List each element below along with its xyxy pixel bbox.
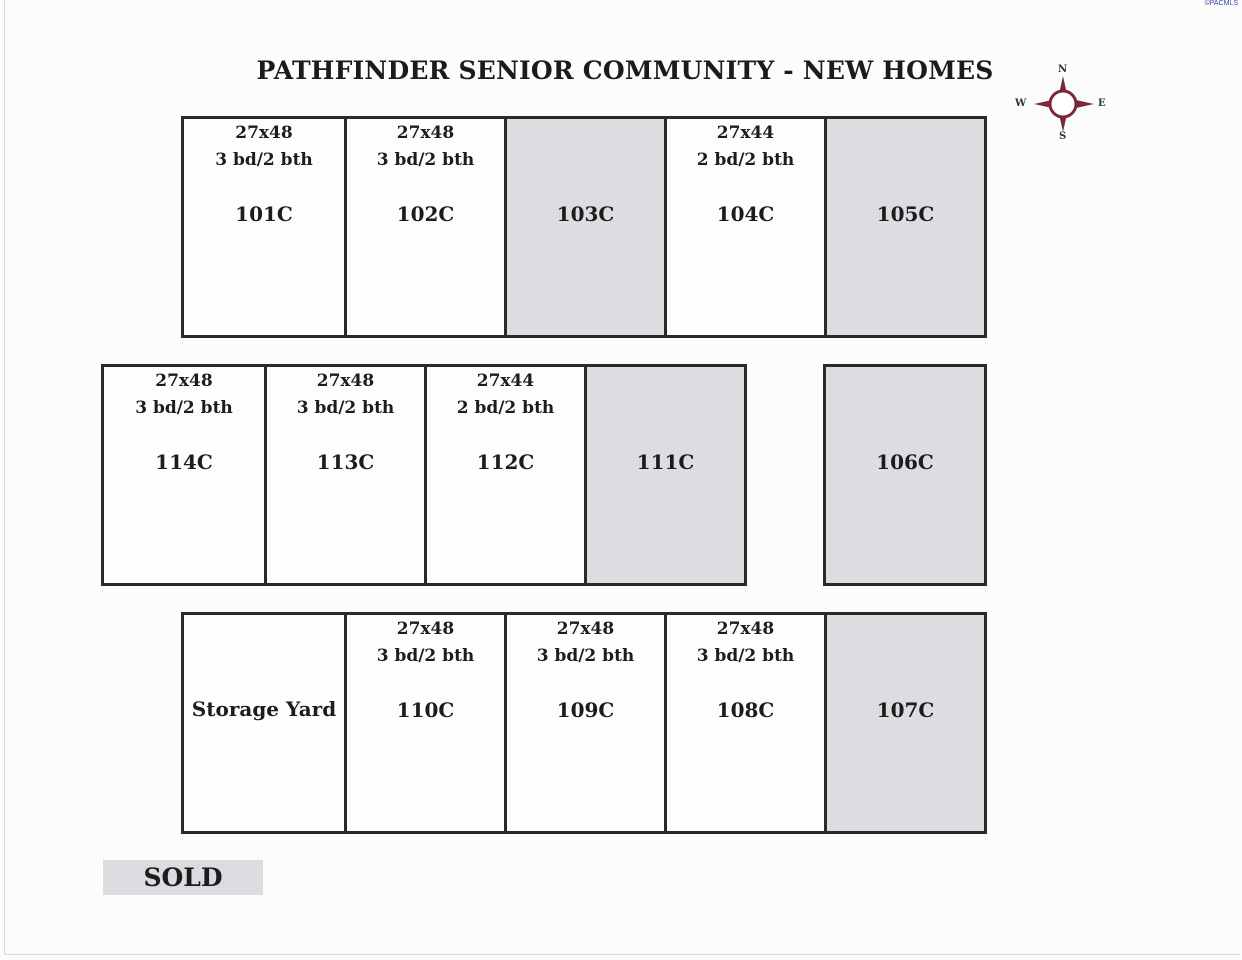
lot-rooms: 3 bd/2 bth: [215, 150, 313, 170]
lot-size: 27x48: [316, 371, 375, 391]
watermark: ©PACMLS: [1204, 0, 1238, 7]
lot-id: 104C: [716, 202, 775, 226]
lot-id: 105C: [876, 202, 935, 226]
lot-110c[interactable]: [344, 615, 504, 831]
lot-size: 27x48: [556, 619, 615, 639]
lot-row-top: [181, 116, 987, 338]
lot-103c[interactable]: [504, 119, 664, 335]
lot-id: 101C: [235, 202, 293, 226]
lot-rooms: 2 bd/2 bth: [456, 398, 555, 418]
lot-id: 102C: [396, 202, 455, 226]
lot-row-bottom: [181, 612, 987, 834]
lot-rooms: 3 bd/2 bth: [135, 398, 233, 418]
lot-id: 114C: [155, 450, 213, 474]
compass-east: E: [1098, 98, 1106, 109]
lot-row-middle-right: [823, 364, 987, 586]
lot-id: 107C: [876, 698, 935, 722]
lot-id: 108C: [716, 698, 775, 722]
lot-rooms: 2 bd/2 bth: [696, 150, 795, 170]
lot-id: 103C: [556, 202, 615, 226]
compass-rose: [1010, 62, 1110, 144]
storage-yard-label: Storage Yard: [191, 697, 337, 721]
lot-rooms: 3 bd/2 bth: [536, 646, 635, 666]
lot-105c[interactable]: [824, 119, 984, 335]
lot-106c[interactable]: [826, 367, 984, 583]
page-title: PATHFINDER SENIOR COMMUNITY - NEW HOMES: [256, 56, 994, 85]
lot-rooms: 3 bd/2 bth: [696, 646, 795, 666]
lot-102c[interactable]: [344, 119, 504, 335]
lot-size: 27x44: [476, 371, 535, 391]
lot-107c[interactable]: [824, 615, 984, 831]
lot-id: 109C: [556, 698, 615, 722]
lot-size: 27x48: [396, 123, 455, 143]
lot-114c[interactable]: [104, 367, 264, 583]
lot-113c[interactable]: [264, 367, 424, 583]
lot-112c[interactable]: [424, 367, 584, 583]
lot-rooms: 3 bd/2 bth: [296, 398, 395, 418]
compass-west: W: [1015, 98, 1027, 109]
lot-size: 27x48: [155, 371, 213, 391]
lot-id: 111C: [636, 450, 695, 474]
compass-south: S: [1059, 131, 1067, 142]
lot-id: 106C: [876, 450, 934, 474]
lot-101c[interactable]: [184, 119, 344, 335]
lot-108c[interactable]: [664, 615, 824, 831]
lot-109c[interactable]: [504, 615, 664, 831]
lot-size: 27x48: [716, 619, 775, 639]
compass-north: N: [1058, 64, 1068, 75]
lot-111c[interactable]: [584, 367, 744, 583]
lot-id: 110C: [396, 698, 455, 722]
lot-size: 27x48: [235, 123, 293, 143]
sold-legend: SOLD: [103, 860, 263, 895]
storage-yard: [184, 615, 344, 831]
lot-id: 112C: [476, 450, 535, 474]
lot-id: 113C: [316, 450, 375, 474]
lot-rooms: 3 bd/2 bth: [376, 646, 475, 666]
lot-size: 27x44: [716, 123, 775, 143]
lot-size: 27x48: [396, 619, 455, 639]
lot-row-middle: [101, 364, 747, 586]
lot-104c[interactable]: [664, 119, 824, 335]
lot-rooms: 3 bd/2 bth: [376, 150, 475, 170]
